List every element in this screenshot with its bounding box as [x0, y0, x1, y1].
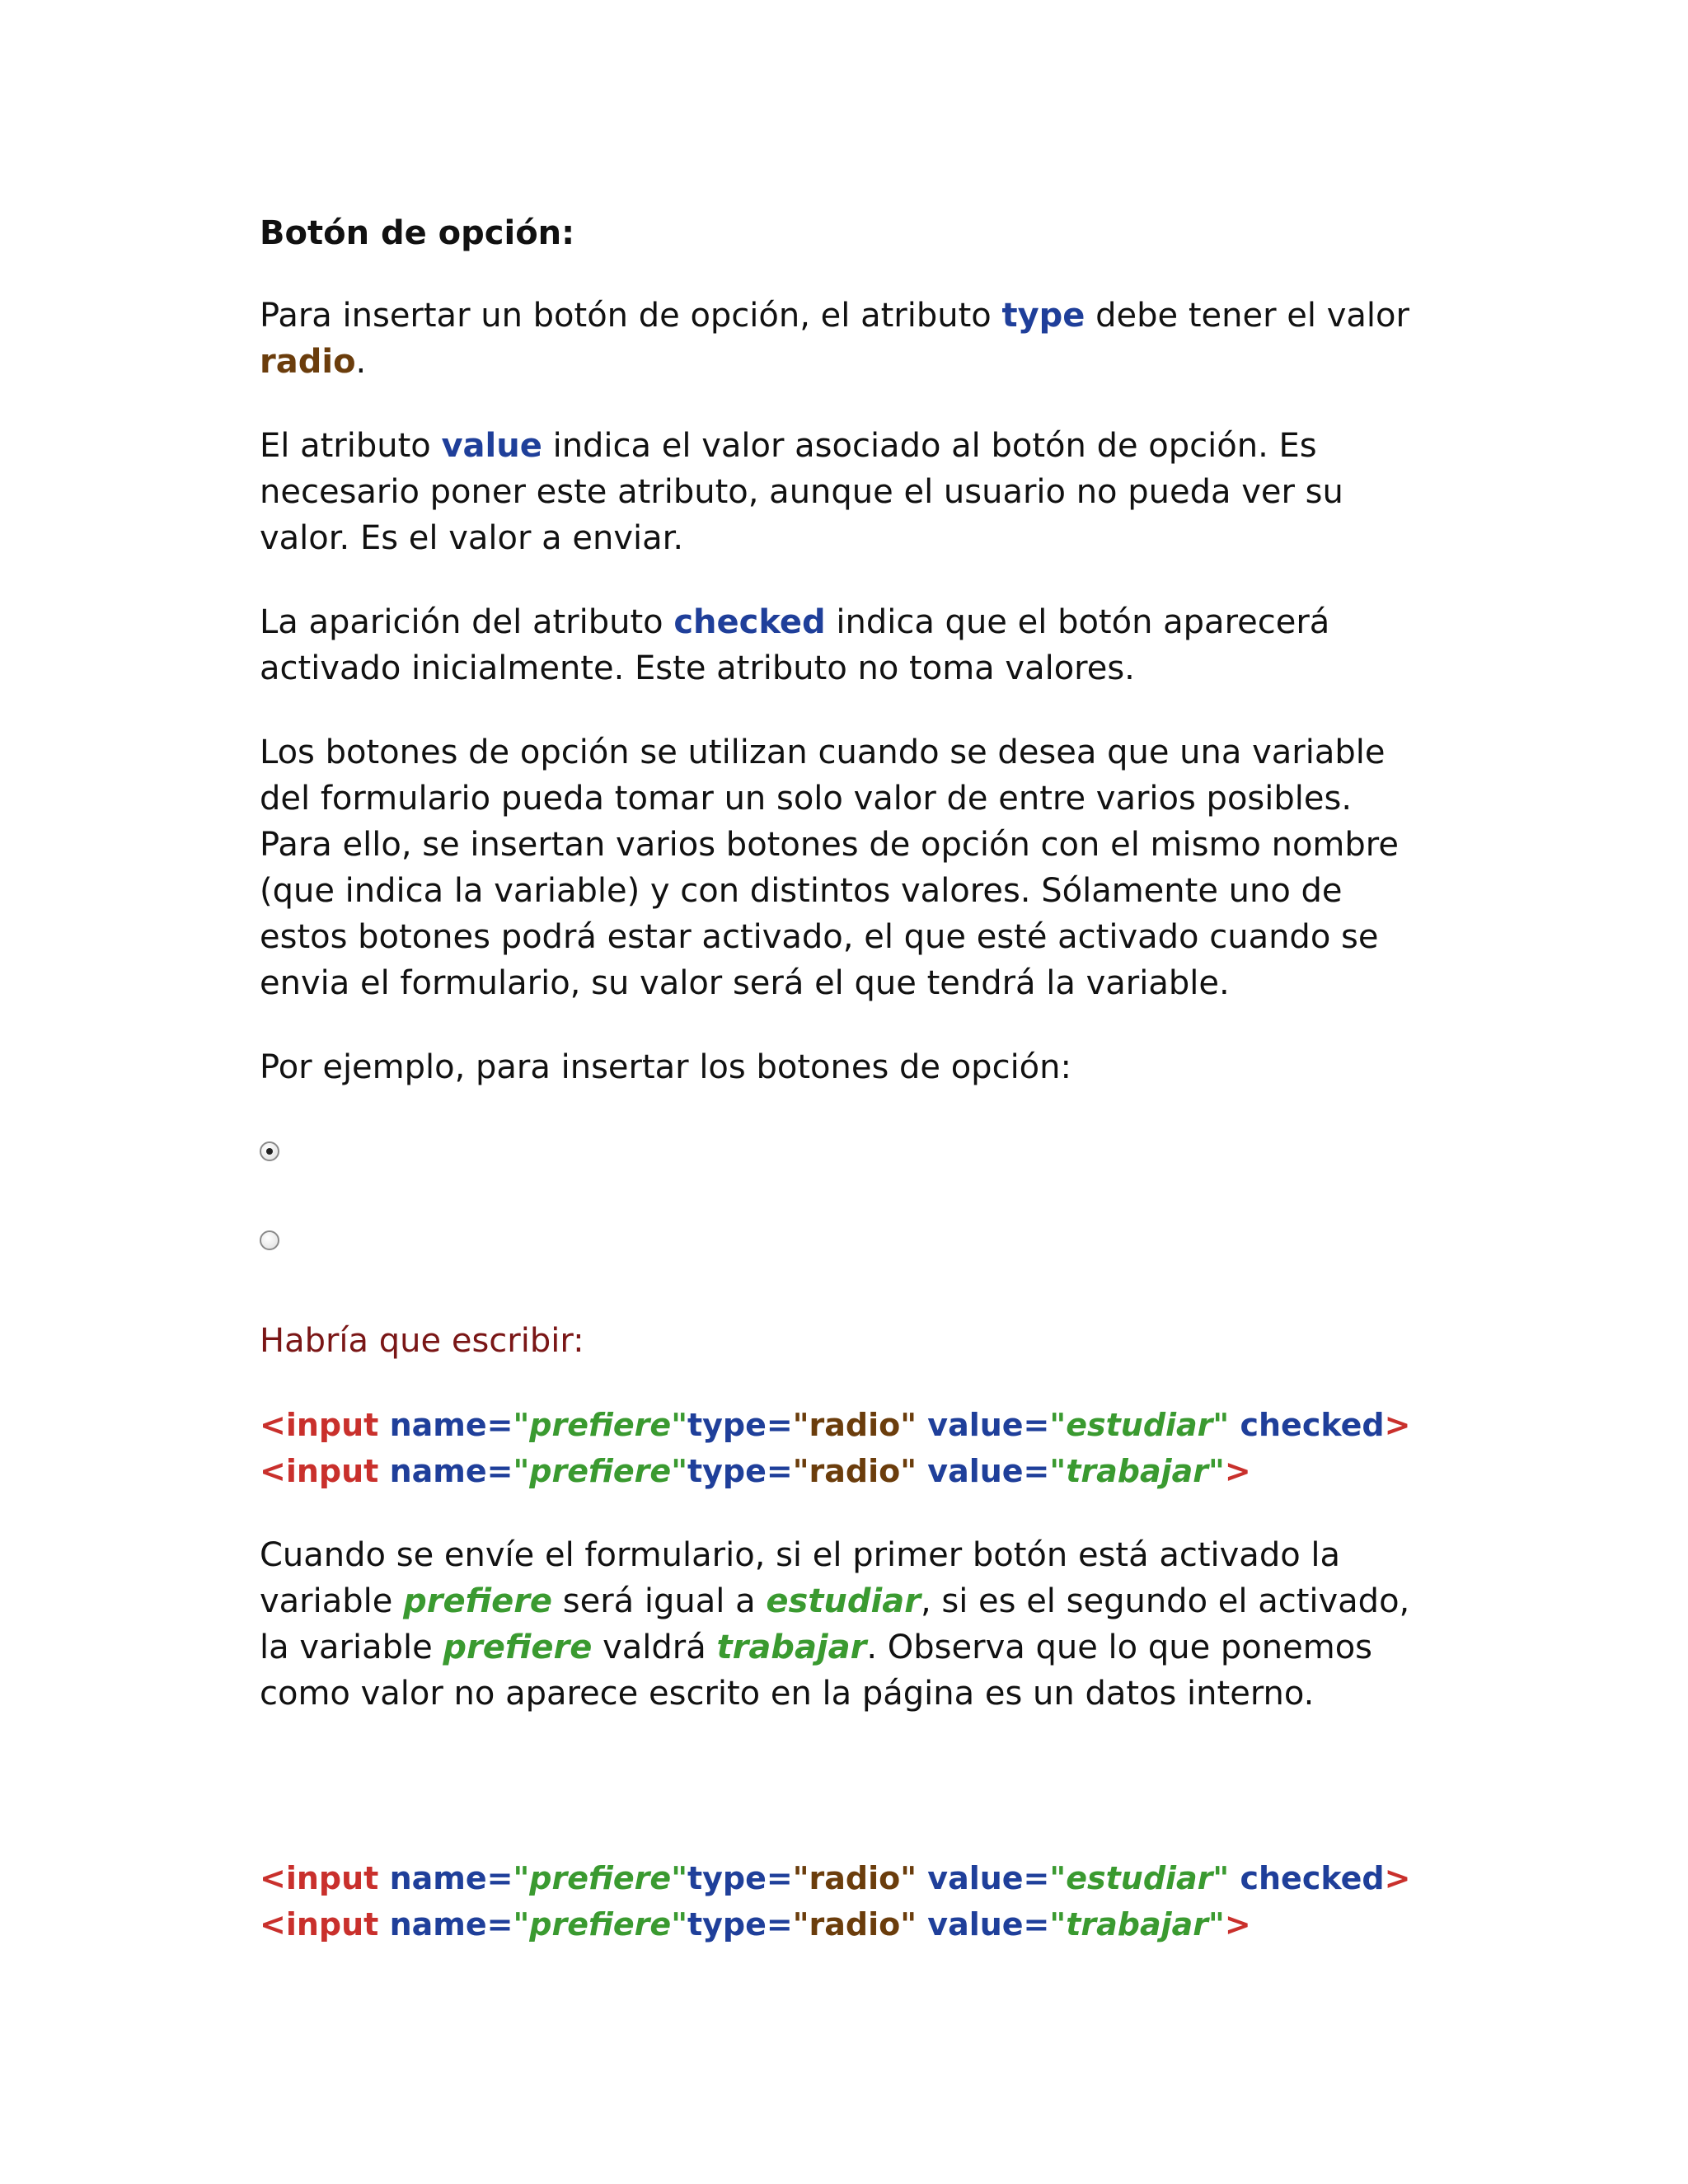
keyword-value: value	[441, 427, 542, 465]
code-attr-value: value=	[927, 1906, 1050, 1943]
code-val-name: "prefiere"	[513, 1407, 687, 1443]
code-attr-value: value=	[927, 1407, 1050, 1443]
code-block-2	[260, 1855, 1430, 1947]
paragraph-type-radio	[260, 293, 1430, 385]
code-val-trabajar: "trabajar"	[1049, 1906, 1225, 1943]
var-prefiere: prefiere	[443, 1629, 593, 1666]
code-attr-type: type=	[687, 1453, 793, 1489]
document-page	[260, 210, 1430, 1985]
text: .	[355, 343, 367, 381]
text: El atributo	[260, 427, 442, 465]
code-tag-close: >	[1224, 1906, 1251, 1943]
code-tag-close: >	[1224, 1453, 1251, 1489]
code-attr-type: type=	[687, 1407, 793, 1443]
code-tag-open: <input	[260, 1906, 379, 1943]
code-attr-type: type=	[687, 1906, 793, 1943]
text: , si es el segundo el activado, la variable	[260, 1582, 1410, 1666]
keyword-radio: radio	[260, 343, 356, 381]
text: La aparición del atributo	[260, 603, 674, 641]
var-estudiar: estudiar	[766, 1582, 921, 1620]
text: indica el valor asociado al botón de opción. Es necesario poner este atributo, aunque el usuario no pueda ver su valor. Es el valor a enviar.	[260, 427, 1343, 557]
paragraph-value	[260, 423, 1430, 561]
var-prefiere: prefiere	[403, 1582, 553, 1620]
paragraph-usage: Los botones de opción se utilizan cuando se desea que una variable del formulario pueda tomar un solo valor de entre varios posibles. Para ello, se insertan varios botones de opción con el mismo nombre (que indica la variable) y con distintos valores. Sólamente uno de estos botones podrá estar activado, el que esté activado cuando se envia el formulario, su valor será el que tendrá la variable.	[260, 733, 1399, 1002]
paragraph-example-intro: Por ejemplo, para insertar los botones de opción:	[260, 1048, 1071, 1086]
code-attr-type: type=	[687, 1860, 793, 1896]
code-line-2	[260, 1901, 1430, 1947]
text: indica que el botón aparecerá activado inicialmente. Este atributo no toma valores.	[260, 603, 1330, 687]
code-val-trabajar: "trabajar"	[1049, 1453, 1225, 1489]
section-title: Botón de opción:	[260, 214, 575, 252]
code-line-1	[260, 1855, 1430, 1901]
heading-write: Habría que escribir:	[260, 1322, 584, 1360]
code-attr-checked: checked	[1240, 1860, 1385, 1896]
radio-row-1	[260, 1107, 1430, 1196]
radio-row-2	[260, 1196, 1430, 1285]
text: debe tener el valor	[1085, 297, 1409, 335]
code-block-1	[260, 1402, 1430, 1494]
text: será igual a	[552, 1582, 767, 1620]
paragraph-checked	[260, 599, 1430, 691]
code-line-1	[260, 1402, 1430, 1448]
code-attr-name: name=	[389, 1860, 513, 1896]
code-attr-name: name=	[389, 1407, 513, 1443]
code-attr-name: name=	[389, 1906, 513, 1943]
spacer	[260, 1755, 1430, 1855]
code-attr-name: name=	[389, 1453, 513, 1489]
code-attr-checked: checked	[1240, 1407, 1385, 1443]
code-val-type: "radio"	[792, 1906, 917, 1943]
code-tag-close: >	[1384, 1860, 1411, 1896]
code-val-type: "radio"	[792, 1860, 917, 1896]
text: Cuando se envíe el formulario, si el primer botón está activado la variable	[260, 1536, 1341, 1620]
code-tag-open: <input	[260, 1407, 379, 1443]
text: valdrá	[592, 1629, 717, 1666]
code-attr-value: value=	[927, 1453, 1050, 1489]
code-tag-close: >	[1384, 1407, 1411, 1443]
code-val-type: "radio"	[792, 1453, 917, 1489]
text: . Observa que lo que ponemos como valor no aparece escrito en la página es un datos interno.	[260, 1629, 1373, 1713]
paragraph-explanation	[260, 1532, 1430, 1717]
code-attr-value: value=	[927, 1860, 1050, 1896]
radio-button-unchecked[interactable]	[260, 1230, 279, 1250]
radio-example-group	[260, 1107, 1430, 1285]
code-val-name: "prefiere"	[513, 1453, 687, 1489]
code-val-name: "prefiere"	[513, 1860, 687, 1896]
code-tag-open: <input	[260, 1860, 379, 1896]
keyword-checked: checked	[673, 603, 826, 641]
code-val-type: "radio"	[792, 1407, 917, 1443]
code-val-estudiar: "estudiar"	[1049, 1860, 1230, 1896]
radio-button-checked[interactable]	[260, 1141, 279, 1161]
code-val-name: "prefiere"	[513, 1906, 687, 1943]
code-line-2	[260, 1448, 1430, 1494]
var-trabajar: trabajar	[716, 1629, 867, 1666]
code-val-estudiar: "estudiar"	[1049, 1407, 1230, 1443]
code-tag-open: <input	[260, 1453, 379, 1489]
text: Para insertar un botón de opción, el atributo	[260, 297, 1002, 335]
keyword-type: type	[1001, 297, 1085, 335]
